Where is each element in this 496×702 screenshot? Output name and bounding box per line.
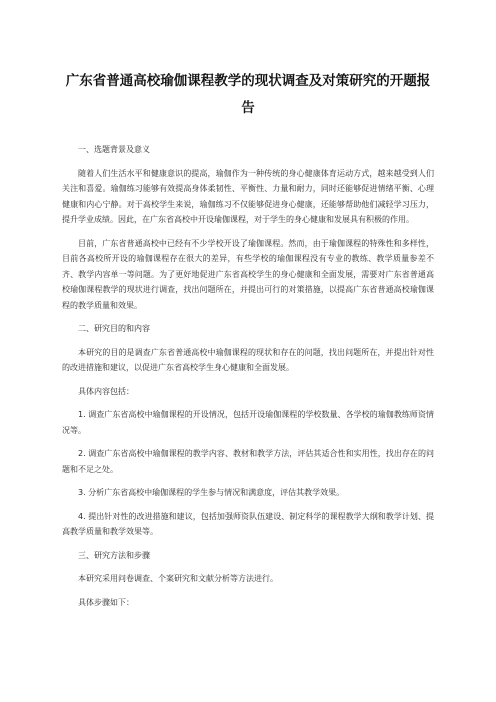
paragraph: 本研究的目的是调查广东省普通高校中瑜伽课程的现状和存在的问题，找出问题所在，并提出针对性的改进措施和建议，以促进广东省高校学生身心健康和全面发展。 [62, 347, 434, 372]
section-heading: 二、研究目的和内容 [78, 324, 150, 333]
list-item: 4. 提出针对性的改进措施和建议，包括加强师资队伍建设、制定科学的课程教学大纲和教学计划、提高教学质量和教学效果等。 [62, 511, 434, 536]
section-heading: 一、选题背景及意义 [78, 145, 150, 154]
paragraph: 本研究采用问卷调查、个案研究和文献分析等方法进行。 [78, 574, 278, 583]
paragraph: 目前，广东省普通高校中已经有不少学校开设了瑜伽课程。然而，由于瑜伽课程的特殊性和多样性，目前各高校所开设的瑜伽课程存在很大的差异，有些学校的瑜伽课程没有专业的教练、教学质量参差不齐、教学内容单一等问题。为了更好地促进广东省高校学生的身心健康和全面发展，需要对广东省普通高校瑜伽课程教学的现状进行调查，找出问题所在，并提出可行的对策措施，以提高广东省普通高校瑜伽课程的教学质量和效果。 [62, 238, 434, 310]
paragraph: 随着人们生活水平和健康意识的提高，瑜伽作为一种传统的身心健康体育运动方式，越来越受到人们关注和喜爱。瑜伽练习能够有效提高身体柔韧性、平衡性、力量和耐力，同时还能够促进情绪平衡、心理健康和内心宁静。对于高校学生来说，瑜伽练习不仅能够促进身心健康，还能够帮助他们减轻学习压力，提升学业成绩。因此，在广东省高校中开设瑜伽课程，对于学生的身心健康和发展具有积极的作用。 [62, 168, 434, 224]
document-title: 广东省普通高校瑜伽课程教学的现状调查及对策研究的开题报告 [65, 73, 431, 116]
paragraph: 具体内容包括： [78, 386, 134, 396]
list-item: 2. 调查广东省高校中瑜伽课程的教学内容、教材和教学方法，评估其适合性和实用性，找出存在的问题和不足之处。 [62, 449, 434, 474]
list-item: 3. 分析广东省高校中瑜伽课程的学生参与情况和满意度，评估其教学效果。 [78, 488, 345, 497]
document-body [62, 142, 434, 618]
section-heading: 三、研究方法和步骤 [78, 550, 150, 560]
list-item: 1. 调查广东省高校中瑜伽课程的开设情况，包括开设瑜伽课程的学校数量、各学校的瑜伽教练师资情况等。 [62, 410, 434, 435]
paragraph: 具体步骤如下： [78, 597, 134, 607]
